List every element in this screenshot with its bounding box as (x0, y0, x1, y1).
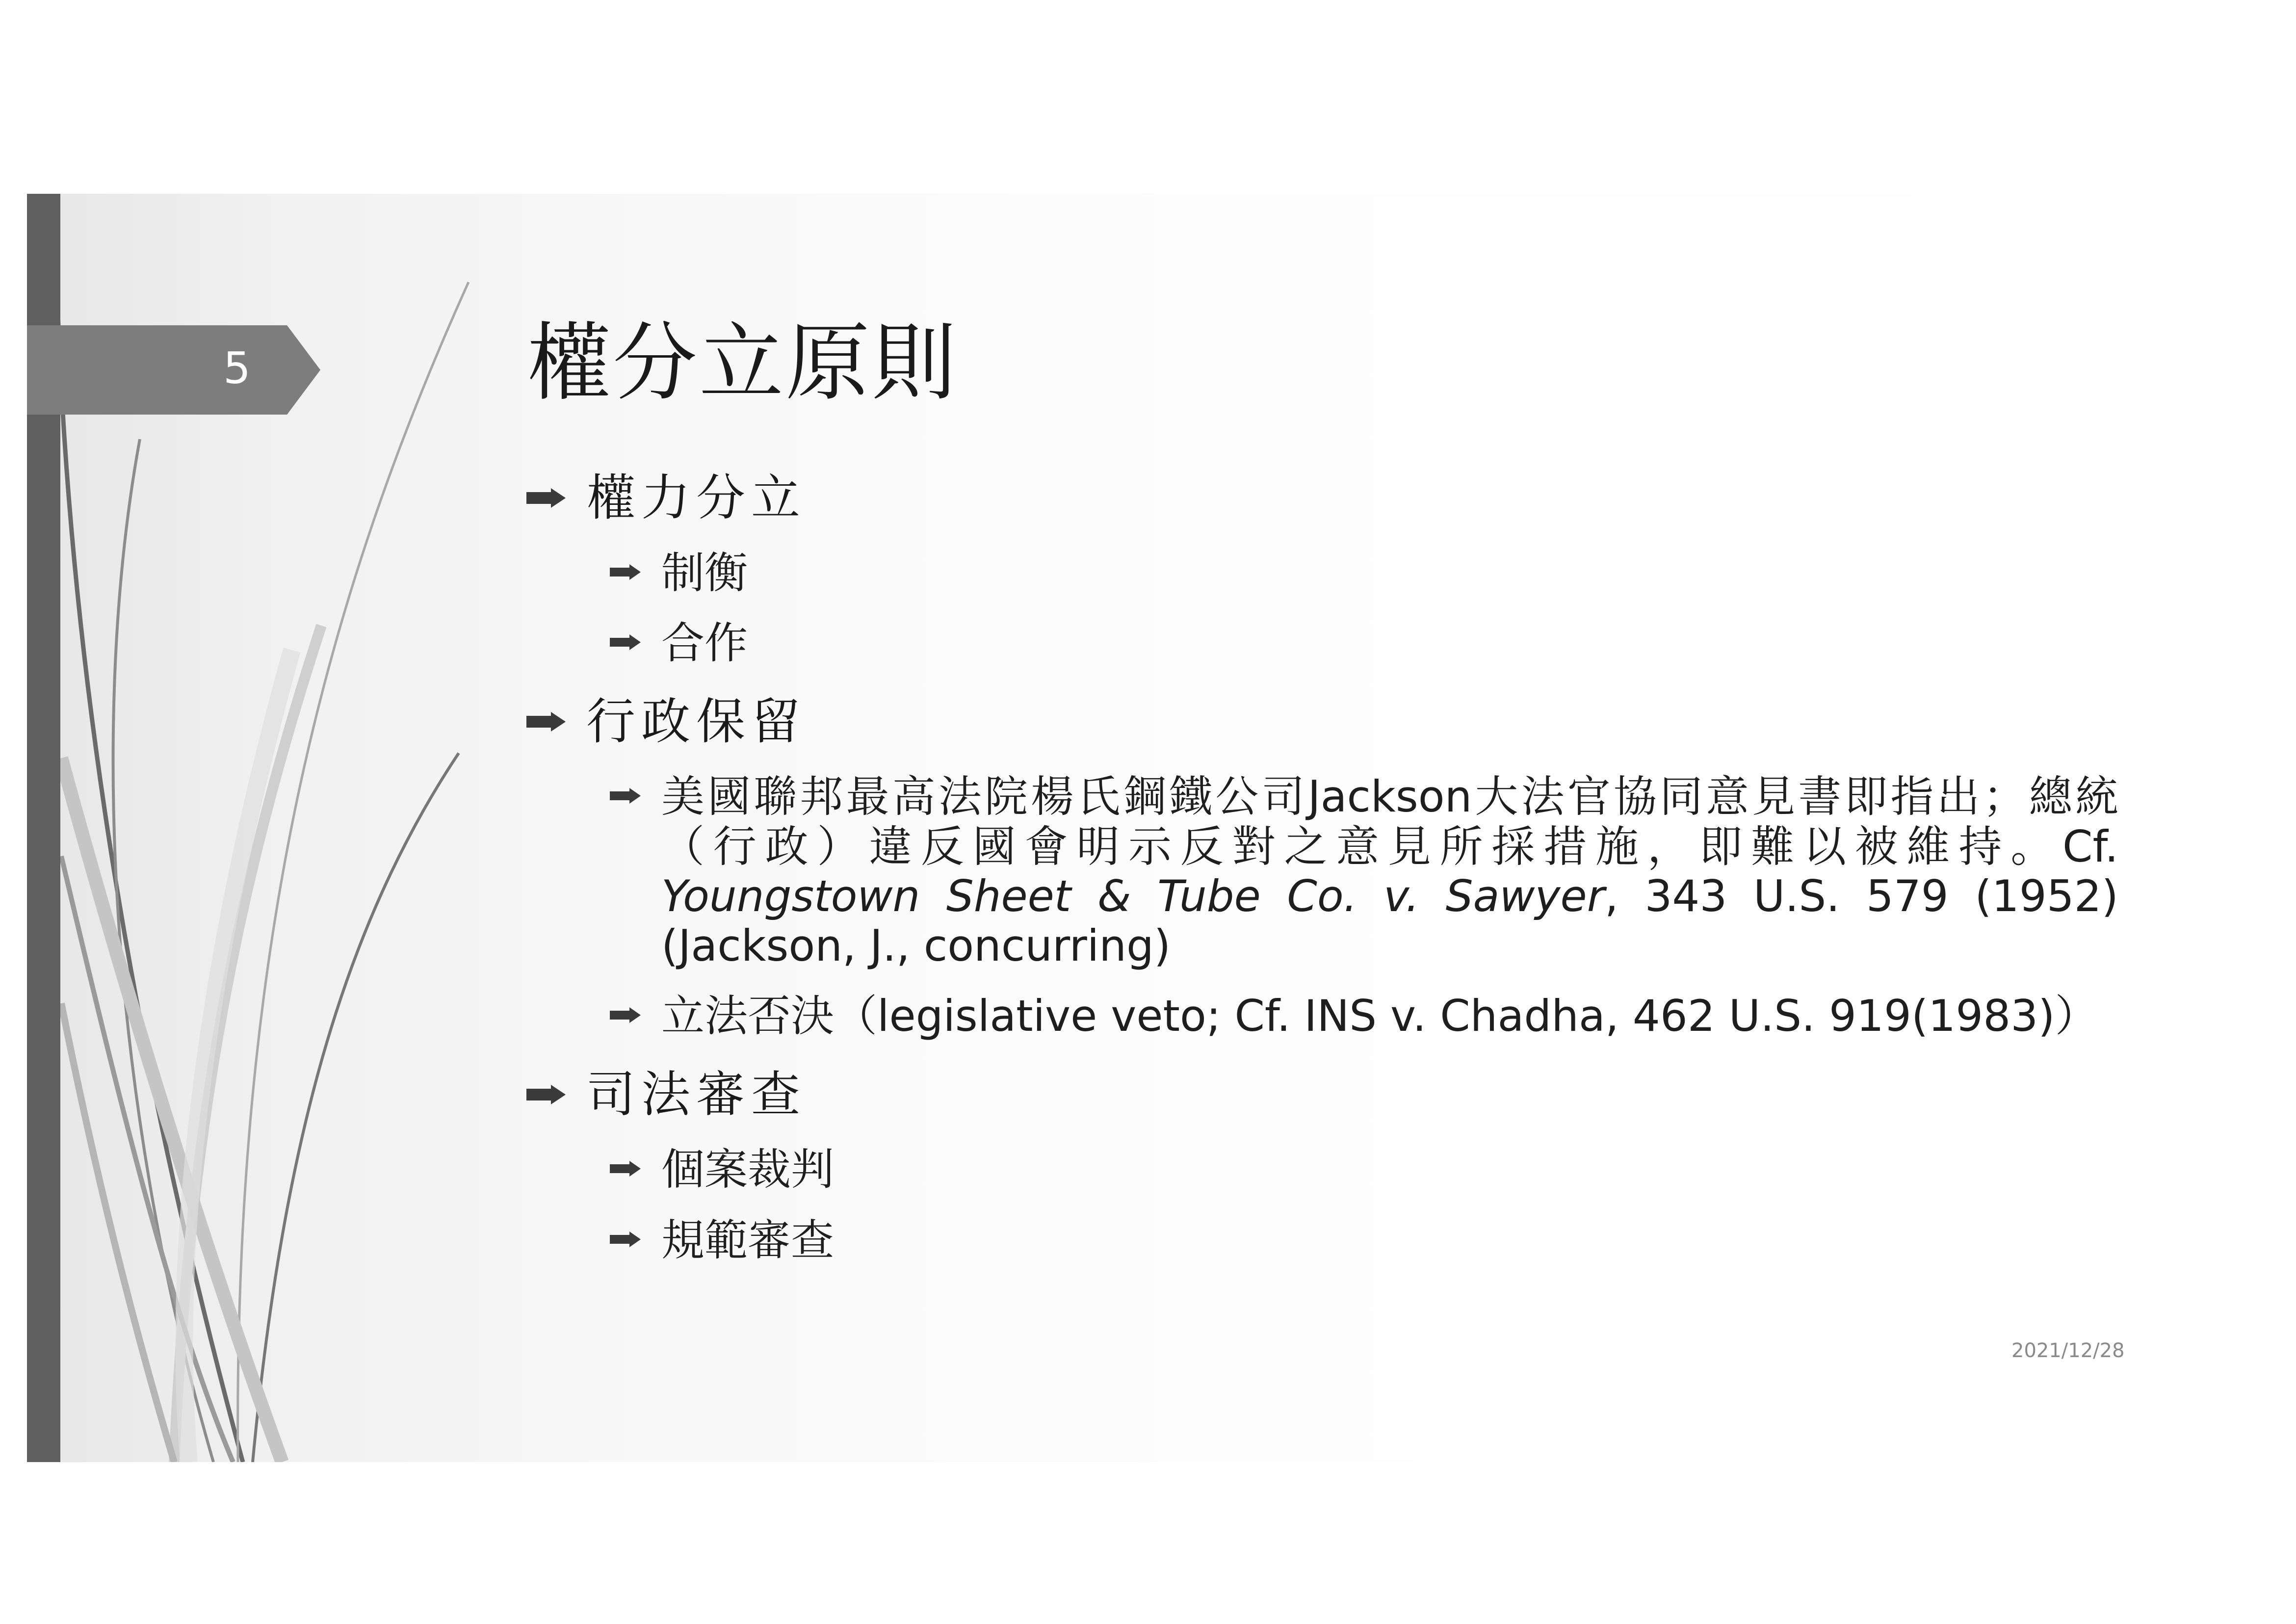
sub-bullet-arrow-icon (610, 634, 641, 651)
slide-title: 權分立原則 (526, 314, 958, 412)
bullet-arrow-icon (526, 1084, 567, 1105)
bullet-label: 行政保留 (586, 693, 806, 751)
case-citation: , 343 U.S. 579 (1952) (Jackson, J., concurring) (661, 870, 2119, 971)
bullet-executive-privilege (526, 692, 2137, 751)
bullet-judicial-review (526, 1065, 2137, 1124)
sub-bullet-norm-review (610, 1215, 2137, 1265)
case-name: Youngstown Sheet & Tube Co. v. Sawyer (661, 870, 1605, 921)
paragraph-lead: 美國聯邦最高法院楊氏鋼鐵公司Jackson大法官協同意見書即指出；總統（行政）違反國會明示反對之意見所採措施，即難以被維持。Cf. (661, 771, 2118, 872)
sub-bullet-text: 制衡 (661, 548, 748, 598)
tab-shape (27, 325, 321, 415)
bullet-separation-of-powers (526, 469, 2137, 527)
sub-bullet-cooperation (610, 618, 2137, 668)
sub-bullet-arrow-icon (610, 1160, 641, 1177)
sub-bullet-arrow-icon (610, 564, 641, 580)
sub-bullet-legislative-veto (610, 991, 2137, 1041)
sub-bullet-checks-balances (610, 548, 2137, 598)
bullet-arrow-icon (526, 711, 567, 733)
slide-date: 2021/12/28 (2011, 1339, 2125, 1362)
sub-bullet-text: 合作 (661, 618, 748, 669)
sub-bullet-text: 個案裁判 (661, 1144, 835, 1195)
bullet-label: 權力分立 (586, 469, 806, 526)
bullet-arrow-icon (526, 487, 567, 509)
sub-bullet-text: 立法否決（legislative veto; Cf. INS v. Chadha, 462 U.S. 919(1983)） (661, 991, 2098, 1042)
sub-bullet-youngstown (610, 772, 2137, 970)
sub-bullet-arrow-icon (610, 1231, 641, 1248)
sub-bullet-arrow-icon (610, 1007, 641, 1023)
sub-bullet-arrow-icon (610, 787, 641, 804)
slide-number: 5 (223, 343, 251, 393)
slide-number-tab (27, 325, 321, 415)
sub-bullet-text: 規範審查 (661, 1214, 835, 1265)
slide (27, 194, 2137, 1462)
sub-bullet-case-adjudication (610, 1145, 2137, 1194)
youngstown-paragraph (661, 772, 2118, 970)
bullet-label: 司法審查 (586, 1066, 806, 1124)
bullet-list (526, 469, 2137, 1265)
